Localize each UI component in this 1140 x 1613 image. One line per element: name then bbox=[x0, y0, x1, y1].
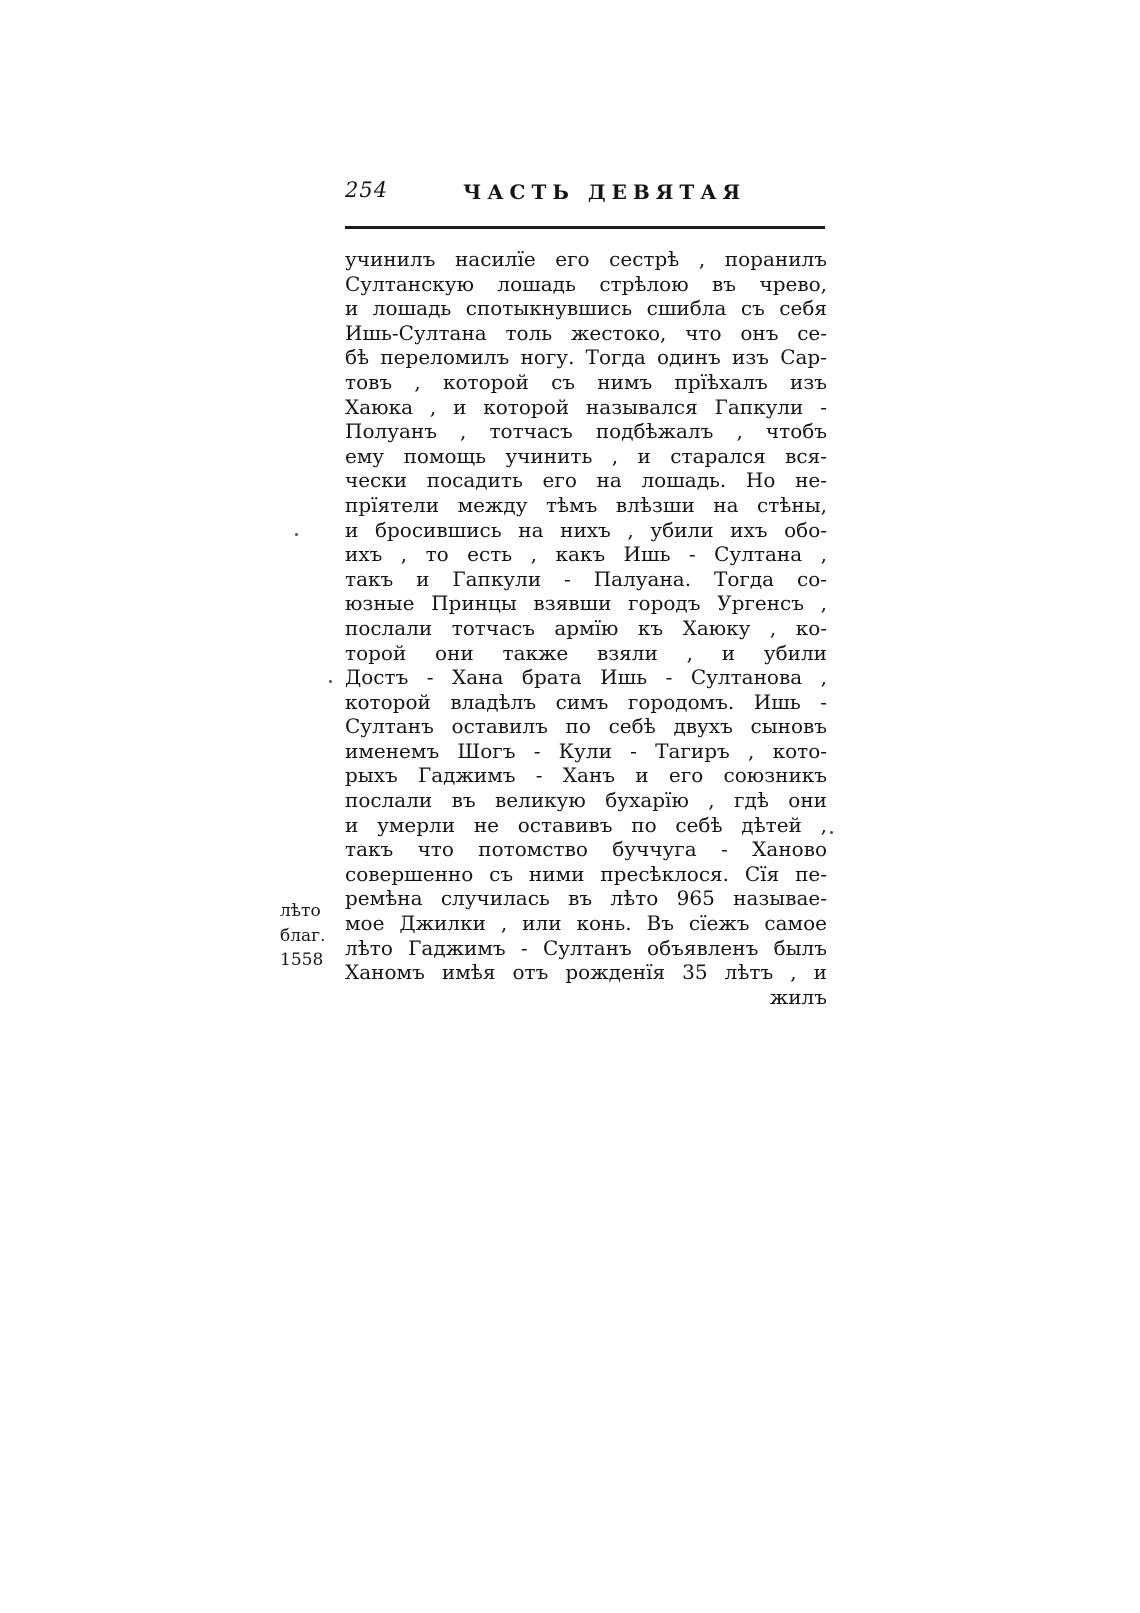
text-line: юзные Принцы взявши городъ Ургенсъ , bbox=[345, 591, 827, 616]
text-line: Полуанъ , тотчасъ подбѣжалъ , чтобъ bbox=[345, 419, 827, 444]
text-line: рыхъ Гаджимъ - Ханъ и его союзникъ bbox=[345, 763, 827, 788]
text-line: Достъ - Хана брата Ишь - Султанова , bbox=[345, 665, 827, 690]
body-text bbox=[345, 247, 827, 1009]
text-line: и бросившись на нихъ , убили ихъ обо- bbox=[345, 517, 827, 542]
ink-speck bbox=[830, 831, 833, 834]
text-line: которой владѣлъ симъ городомъ. Ишь - bbox=[345, 689, 827, 714]
text-line: и лошадь спотыкнувшись сшибла съ себя bbox=[345, 296, 827, 321]
catchword: жилъ bbox=[769, 984, 827, 1009]
text-line: послали тотчасъ армїю къ Хаюку , ко- bbox=[345, 615, 827, 640]
text-line: такъ и Гапкули - Палуана. Тогда со- bbox=[345, 566, 827, 591]
text-line: товъ , которой съ нимъ прїѣхалъ изъ bbox=[345, 369, 827, 394]
text-line: и умерли не оставивъ по себѣ дѣтей , bbox=[345, 812, 827, 837]
text-line: чески посадить его на лошадь. Но не- bbox=[345, 468, 827, 493]
margin-note bbox=[280, 899, 340, 973]
text-line: ремѣна случилась въ лѣто 965 называе- bbox=[345, 886, 827, 911]
text-line: торой они также взяли , и убили bbox=[345, 640, 827, 665]
header-rule bbox=[345, 226, 825, 229]
text-line: Султанскую лошадь стрѣлою въ чрево, bbox=[345, 271, 827, 296]
text-line: учинилъ насилїе его сестрѣ , поранилъ bbox=[345, 247, 827, 271]
running-head: ЧАСТЬ ДЕВЯТАЯ bbox=[463, 180, 747, 204]
ink-speck bbox=[329, 680, 332, 683]
text-line: Ишь-Султана толь жестоко, что онъ се- bbox=[345, 320, 827, 345]
page-number: 254 bbox=[345, 178, 389, 202]
text-line: лѣто Гаджимъ - Султанъ объявленъ былъ bbox=[345, 935, 827, 960]
text-line: ему помощь учинить , и старался вся- bbox=[345, 443, 827, 468]
margin-note-line: 1558 bbox=[280, 950, 324, 971]
margin-note-line: лѣто bbox=[280, 901, 321, 921]
text-line: прїятели между тѣмъ влѣзши на стѣны, bbox=[345, 492, 827, 517]
text-line: мое Джилки , или конь. Въ сїежъ самое bbox=[345, 911, 827, 936]
text-line: бѣ переломилъ ногу. Тогда одинъ изъ Сар- bbox=[345, 345, 827, 370]
text-line: Хаюка , и которой назывался Гапкули - bbox=[345, 394, 827, 419]
text-line: Султанъ оставилъ по себѣ двухъ сыновъ bbox=[345, 714, 827, 739]
page-header bbox=[345, 178, 825, 218]
text-line: такъ что потомство буччуга - Ханово bbox=[345, 837, 827, 862]
margin-note-line: благ. bbox=[280, 925, 326, 946]
text-line: совершенно съ ними пресѣклося. Сїя пе- bbox=[345, 861, 827, 886]
text-line: именемъ Шогъ - Кули - Тагиръ , кото- bbox=[345, 738, 827, 763]
text-line: ихъ , то есть , какъ Ишь - Султана , bbox=[345, 542, 827, 567]
text-line: послали въ великую бухарїю , гдѣ они bbox=[345, 788, 827, 813]
ink-speck bbox=[295, 533, 298, 536]
text-line: Ханомъ имѣя отъ рожденїя 35 лѣтъ , и bbox=[345, 960, 827, 985]
